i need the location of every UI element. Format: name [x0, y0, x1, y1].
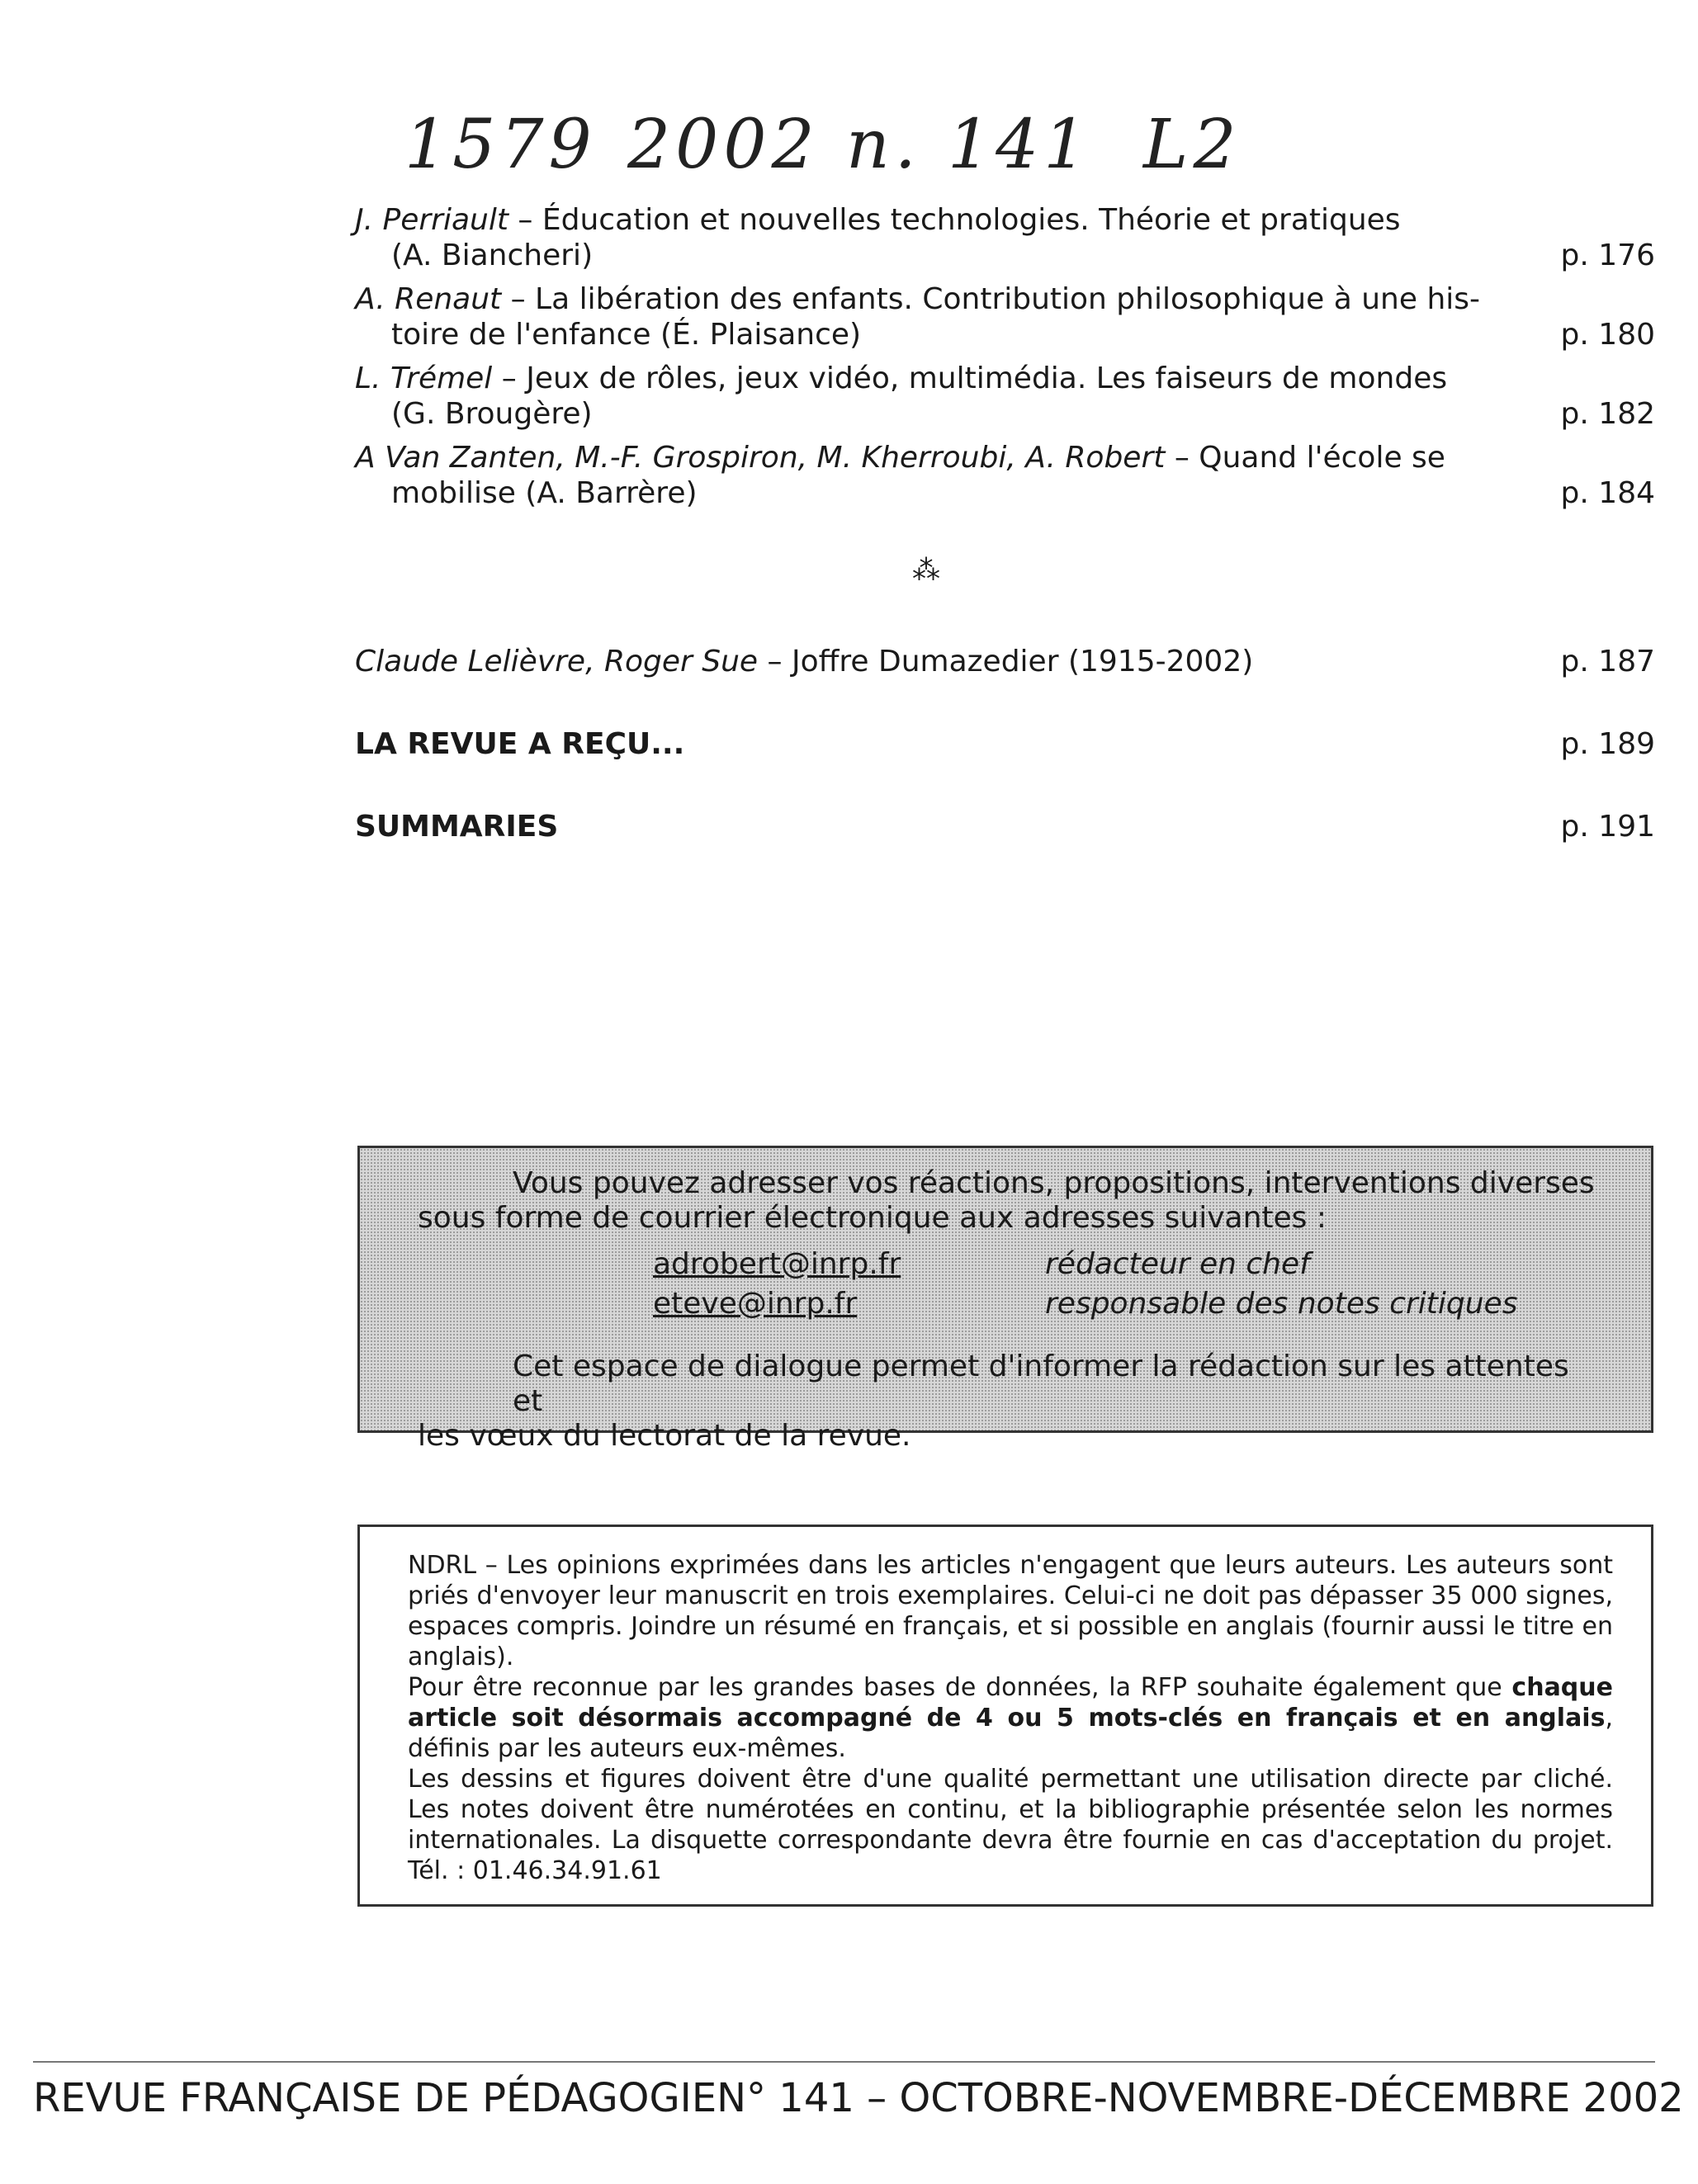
toc-entry [355, 361, 1655, 432]
contact-intro-line: Vous pouvez adresser vos réactions, propositions, interventions diverses [513, 1166, 1595, 1200]
toc-title: – La libération des enfants. Contribution philosophique à une his- [501, 282, 1481, 316]
email-link[interactable]: eteve@inrp.fr [653, 1287, 858, 1321]
handwritten-issue: n. 141 [846, 106, 1092, 184]
toc-page-number: p. 182 [1560, 397, 1655, 431]
received-page-number: p. 189 [1560, 727, 1655, 761]
toc-author: A. Renaut [355, 282, 502, 316]
toc-author: A Van Zanten, M.-F. Grospiron, M. Kherroubi, A. Robert [355, 441, 1166, 475]
toc-page-number: p. 180 [1560, 318, 1655, 352]
obituary-authors: Claude Lelièvre, Roger Sue [355, 645, 759, 678]
toc-entry [355, 281, 1655, 352]
toc-title: – Éducation et nouvelles technologies. Théorie et pratiques [508, 203, 1401, 237]
toc-author: L. Trémel [355, 362, 493, 395]
handwritten-note [404, 106, 1313, 196]
toc-title-continuation: (A. Biancheri) [391, 239, 594, 272]
toc-title-continuation: (G. Brougère) [391, 397, 593, 431]
toc-title-continuation: toire de l'enfance (É. Plaisance) [391, 318, 862, 352]
received-heading: LA REVUE A REÇU... [355, 727, 685, 761]
editorial-note-text: , définis par les auteurs eux-mêmes. [408, 1704, 1613, 1763]
contact-box [357, 1146, 1653, 1453]
page-footer [33, 2073, 1684, 2123]
issue-info: N° 141 – OCTOBRE-NOVEMBRE-DÉCEMBRE 2002 [717, 2075, 1684, 2121]
summaries-heading: SUMMARIES [355, 810, 559, 844]
editorial-note-emphasis: chaque article soit désormais accompagné de 4 ou 5 mots-clés en français et en anglais [408, 1673, 1613, 1733]
toc-entry [355, 440, 1655, 511]
received-entry [355, 726, 1655, 762]
handwritten-year: 2002 [627, 106, 820, 184]
contact-outro-line: Cet espace de dialogue permet d'informer la rédaction sur les attentes et [513, 1350, 1569, 1418]
handwritten-number: 1579 [404, 106, 597, 184]
toc-entry [355, 202, 1655, 273]
contact-intro-line: sous forme de courrier électronique aux adresses suivantes : [418, 1201, 1327, 1235]
toc-page-number: p. 176 [1560, 239, 1655, 272]
obituary-entry [355, 644, 1655, 679]
asterism-separator: ⁂ [912, 554, 940, 587]
toc-author: J. Perriault [355, 203, 508, 237]
contact-outro-line: les vœux du lectorat de la revue. [418, 1419, 911, 1453]
editorial-note-paragraph: NDRL – Les opinions exprimées dans les articles n'engagent que leurs auteurs. Les auteurs sont priés d'envoyer leur manuscrit en trois exemplaires. Celui-ci ne doit pas dépasser 35 000 signes, espaces compris. Joindre un résumé en français, et si possible en anglais (fournir aussi le titre en anglais). [408, 1551, 1613, 1671]
contact-outro [418, 1350, 1606, 1454]
handwritten-code: L2 [1143, 106, 1242, 184]
footer-divider [33, 2061, 1655, 2063]
contact-intro [418, 1166, 1606, 1236]
email-link[interactable]: adrobert@inrp.fr [653, 1247, 901, 1281]
contact-role: rédacteur en chef [1045, 1247, 1310, 1281]
summaries-entry [355, 809, 1655, 844]
obituary-page-number: p. 187 [1560, 645, 1655, 678]
toc-page-number: p. 184 [1560, 476, 1655, 510]
obituary-title: – Joffre Dumazedier (1915-2002) [758, 645, 1254, 678]
editorial-note-box [357, 1525, 1653, 1907]
toc-title: – Jeux de rôles, jeux vidéo, multimédia. Les faiseurs de mondes [492, 362, 1448, 395]
contact-role: responsable des notes critiques [1045, 1287, 1518, 1321]
table-of-contents [355, 202, 1655, 519]
toc-title: – Quand l'école se [1165, 441, 1445, 475]
editorial-note-paragraph: Les dessins et figures doivent être d'une qualité permettant une utilisation directe par cliché. Les notes doivent être numérotées en continu, et la bibliographie présentée selon les normes internationales. La disquette correspondante devra être fournie en cas d'acceptation du projet. Tél. : 01.46.34.91.61 [408, 1765, 1613, 1885]
journal-name: REVUE FRANÇAISE DE PÉDAGOGIE [33, 2075, 717, 2121]
editorial-note-text: Pour être reconnue par les grandes bases de données, la RFP souhaite également que [408, 1673, 1512, 1702]
summaries-page-number: p. 191 [1560, 810, 1655, 844]
editorial-note-paragraph [408, 1672, 1613, 1764]
toc-title-continuation: mobilise (A. Barrère) [391, 476, 698, 510]
